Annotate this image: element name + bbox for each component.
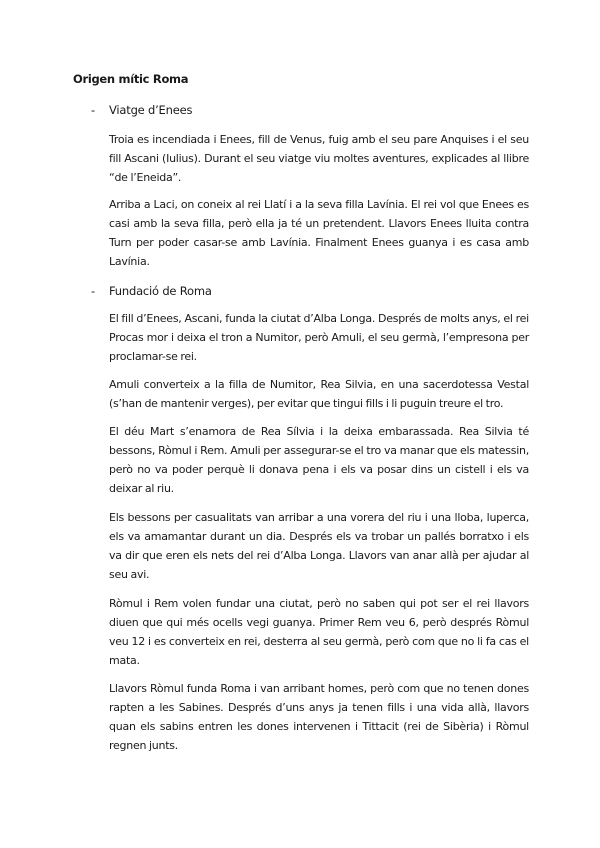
- paragraph: El fill d’Enees, Ascani, funda la ciutat d’Alba Longa. Després de molts anys, el rei Procas mor i deixa el tron a Numitor, però Amuli, el seu germà, l’empresona per proclamar-se rei.: [109, 312, 529, 363]
- paragraph: El déu Mart s’enamora de Rea Sílvia i la deixa embarassada. Rea Silvia té bessons, Ròmul i Rem. Amuli per assegurar-se el tro va manar que els matessin, però no va poder perquè li donava pena i els va posar dins un cistell i els va deixar al riu.: [109, 425, 529, 495]
- bullet-dash: -: [91, 103, 95, 117]
- paragraph: Troia es incendiada i Enees, fill de Venus, fuig amb el seu pare Anquises i el seu fill Ascani (Iulius). Durant el seu viatge viu moltes aventures, explicades al llibre “de l’Eneida”.: [109, 133, 529, 184]
- document-title: Origen mític Roma: [73, 72, 189, 86]
- section-heading-label: Fundació de Roma: [109, 284, 212, 298]
- section-heading-label: Viatge d’Enees: [109, 103, 193, 117]
- section-heading-viatge: [91, 103, 192, 117]
- paragraph: Amuli converteix a la filla de Numitor, Rea Silvia, en una sacerdotessa Vestal (s’han de mantenir verges), per evitar que tingui fills i li puguin treure el tro.: [109, 378, 529, 410]
- paragraph: Els bessons per casualitats van arribar a una vorera del riu i una lloba, luperca, els va amamantar durant un dia. Després els va trobar un pallés borratxo i els va dir que eren els nets del rei d’Alba Longa. Llavors van anar allà per ajudar al seu avi.: [109, 511, 529, 581]
- paragraph: Ròmul i Rem volen fundar una ciutat, però no saben qui pot ser el rei llavors diuen que qui més ocells vegi guanya. Primer Rem veu 6, però després Ròmul veu 12 i es converteix en rei, desterra al seu germà, però com que no li fa cas el mata.: [109, 597, 529, 667]
- bullet-dash: -: [91, 284, 95, 298]
- section-heading-fundacio: [91, 284, 212, 298]
- paragraph: Llavors Ròmul funda Roma i van arribant homes, però com que no tenen dones rapten a les Sabines. Després d’uns anys ja tenen fills i una vida allà, llavors quan els sabins entren les dones intervenen i Tittacit (rei de Sibèria) i Ròmul regnen junts.: [109, 682, 529, 752]
- paragraph: Arriba a Laci, on coneix al rei Llatí i a la seva filla Lavínia. El rei vol que Enees es casi amb la seva filla, però ella ja té un pretendent. Llavors Enees lluita contra Turn per poder casar-se amb Lavínia. Finalment Enees guanya i es casa amb Lavínia.: [109, 198, 529, 268]
